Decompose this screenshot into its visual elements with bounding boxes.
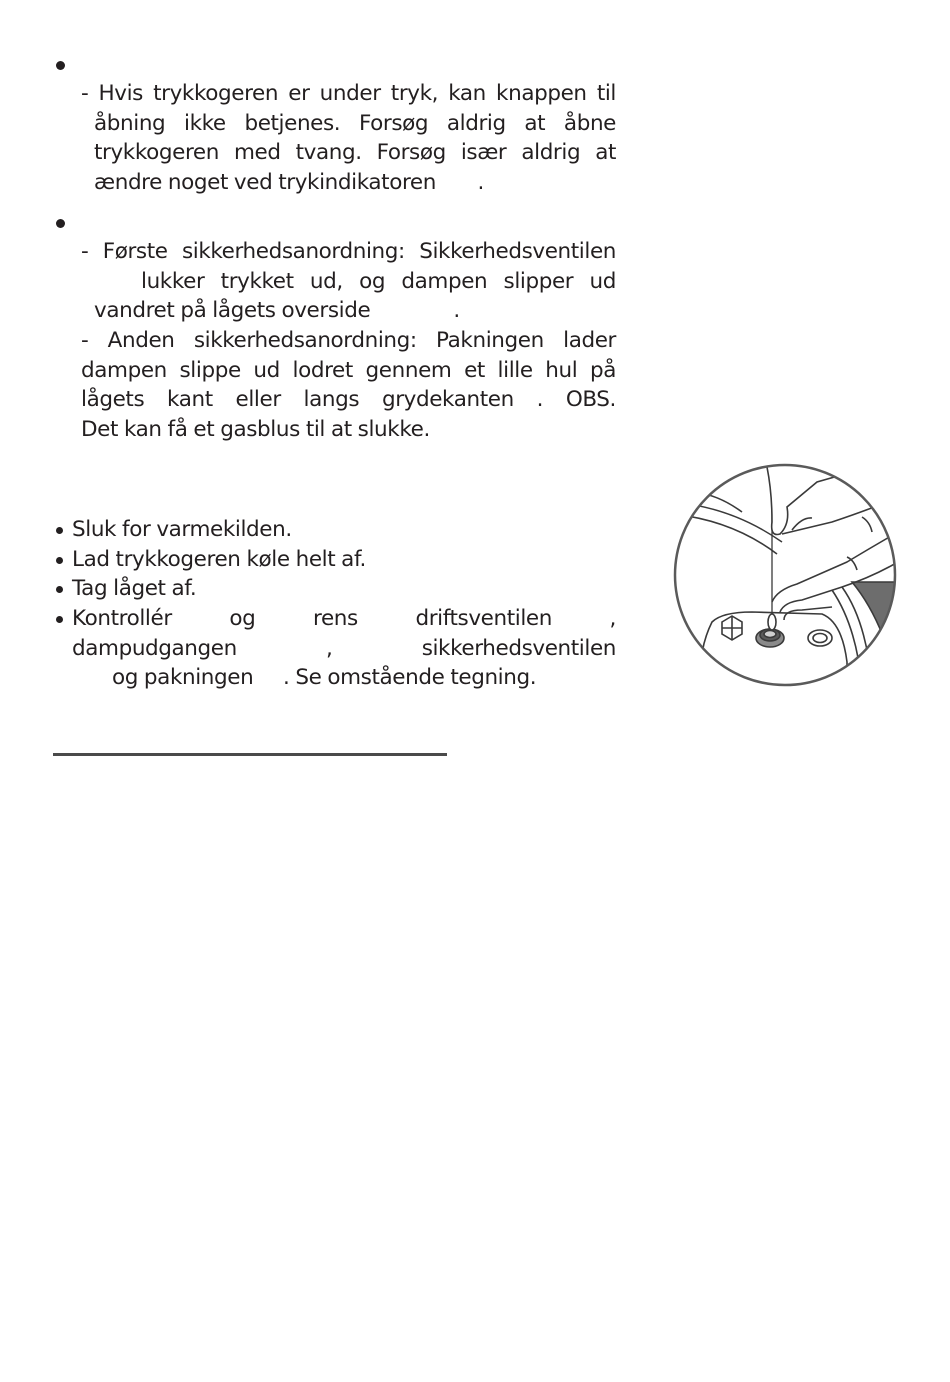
text-line: - Hvis trykkogeren er under tryk, kan knappen til: [81, 81, 616, 106]
step-item: Tag låget af.: [72, 576, 197, 602]
text-line: Det kan få et gasblus til at slukke.: [81, 417, 430, 443]
safety-valve-icon: [756, 629, 784, 647]
section2-bullet: [56, 219, 65, 228]
section1-text: [81, 79, 616, 198]
text-line: - Første sikkerhedsanordning: Sikkerhedsventilen: [81, 239, 616, 264]
gasket-icon: [808, 630, 832, 646]
step-bullet: [56, 616, 63, 623]
text-line: trykkogeren med tvang. Forsøg især aldrig at: [94, 140, 616, 166]
step-bullet: [56, 557, 63, 564]
text-line: åbning ikke betjenes. Forsøg aldrig at åbne: [94, 110, 616, 136]
text-line: - Anden sikkerhedsanordning: Pakningen lader: [81, 328, 616, 354]
text-line: lågets kant eller langs grydekanten . OBS.: [81, 387, 616, 413]
step-bullet: [56, 527, 63, 534]
step-bullet: [56, 586, 63, 593]
step-item-continued: og pakningen . Se omstående tegning.: [112, 665, 537, 691]
step-item: Lad trykkogeren køle helt af.: [72, 546, 366, 572]
step-item-continued: dampudgangen , sikkerhedsventilen: [72, 635, 616, 661]
section2-text: [81, 237, 616, 445]
steps-list: [72, 515, 616, 693]
section-divider: [53, 753, 447, 756]
section1-bullet: [56, 61, 65, 70]
step-item: Sluk for varmekilden.: [72, 517, 292, 542]
cleaning-valve-illustration: [672, 462, 898, 688]
text-line: ændre noget ved trykindikatoren .: [94, 170, 484, 196]
text-line: lukker trykket ud, og dampen slipper ud: [141, 268, 616, 294]
text-line: vandret på lågets overside .: [94, 298, 460, 324]
step-item: Kontrollér og rens driftsventilen ,: [72, 606, 616, 632]
operating-valve-icon: [722, 616, 742, 640]
text-line: dampen slippe ud lodret gennem et lille hul på: [81, 357, 616, 383]
